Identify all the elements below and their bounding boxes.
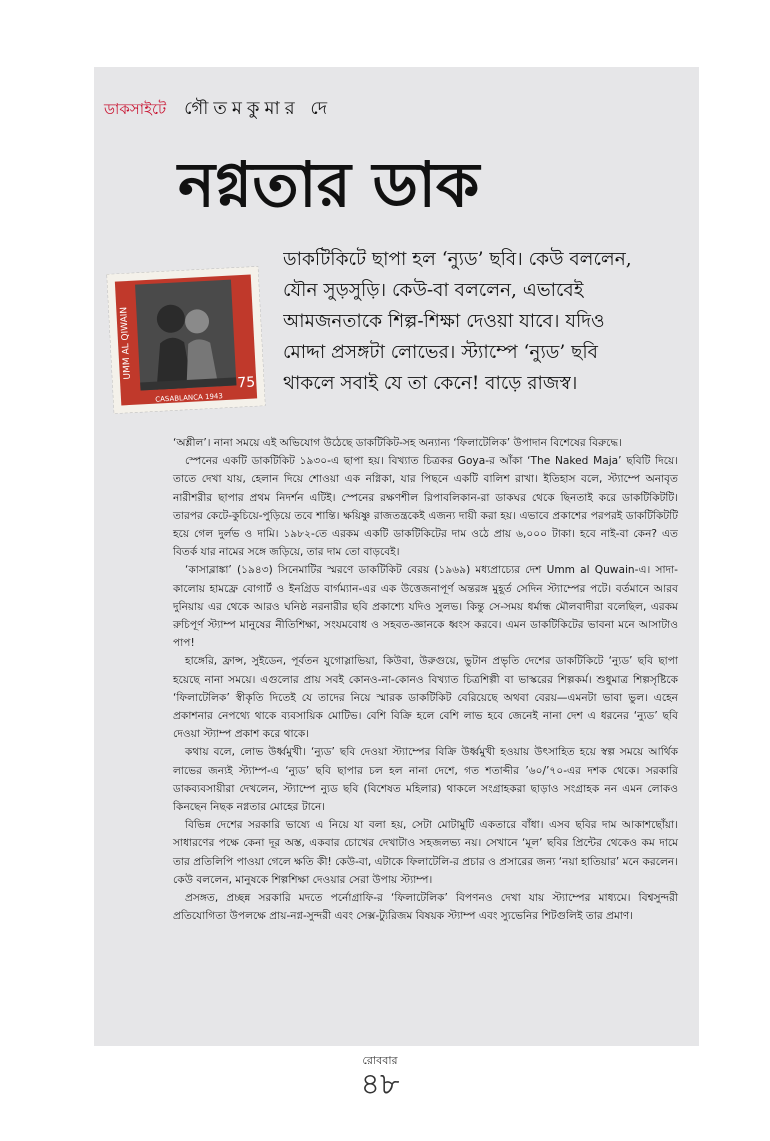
stamp-value: 75 (237, 374, 256, 392)
stamp-image (106, 266, 265, 414)
deck-text (283, 244, 683, 404)
publication-day: রোববার (362, 1054, 398, 1067)
paragraph: বিভিন্ন দেশের সরকারি ভাষ্যে এ নিয়ে যা বলা হয়, সেটা মোটামুটি একতারে বাঁধা। এসব ছবির দাম আকাশছোঁয়া। সাধারণের পক্ষে কেনা দূর অস্ত, একবার চোখের দেখাটাও সহজলভ্য নয়। সেখানে ‘মূল’ ছবির প্রিন্টের থেকেও কম দামে তার প্রতিলিপি পাওয়া গেলে ক্ষতি কী! কেউ-বা, এটাকে ফিলাটেলি-র প্রচার ও প্রসারের জন্য ‘নয়া হাতিয়ার’ মনে করলেন। কেউ বললেন, মানুষকে শিল্পশিক্ষা দেওয়ার সেরা উপায় স্ট্যাম্প। (173, 819, 678, 886)
paragraph: ‘কাসাব্লাঙ্কা’ (১৯৪৩) সিনেমাটির স্মরণে ডাকটিকিট বেরয় (১৯৬৯) মধ্যপ্রাচ্যের দেশ Umm al Quwain-এ। সাদা-কালোয় হামফ্রে বোগার্ট ও ইনগ্রিড বার্গম্যান-এর এক উত্তেজনাপূর্ণ অন্তরঙ্গ মুহূর্ত সেদিন স্ট্যাম্পের পটে। বর্তমানে আরব দুনিয়ায় এর থেকে আরও ঘনিষ্ঠ নরনারীর ছবি প্রকাশ্যে যদিও সুলভ। কিন্তু সে-সময় ধর্মান্ধ মৌলবাদীরা বলেছিল, এরকম রুচিপূর্ণ স্ট্যাম্প মানুষের নীতিশিক্ষা, সংযমবোধ ও সহবত-জ্ঞানকে ধ্বংস করবে। এমন ডাকটিকিটের ভাবনা মনে আসাটাও পাপ! (173, 564, 678, 650)
paragraph: ‘অশ্লীল’। নানা সময়ে এই অভিযোগ উঠেছে ডাকটিকিট-সহ অন্যান্য ‘ফিলাটেলিক’ উপাদান বিশেষের বিরুদ্ধে। (173, 437, 622, 449)
deck-line: মোদ্দা প্রসঙ্গটা লোভের। স্ট্যাম্পে ‘ন্যুড’ ছবি (283, 342, 598, 363)
headline: নগ্নতার ডাক (178, 148, 480, 221)
paragraph: স্পেনের একটি ডাকটিকিট ১৯৩০-এ ছাপা হয়। বিখ্যাত চিত্রকর Goya-র আঁকা ‘The Naked Maja’ ছবিটি দিয়ে। তাতে দেখা যায়, হেলান দিয়ে শোওয়া এক নগ্নিকা, যার পিছনে একটি বালিশ রাখা। ইতিহাস বলে, স্ট্যাম্পে অনাবৃত নারীশরীর ছাপার প্রথম নিদর্শন এটিই। স্পেনের রক্ষণশীল রিপাবলিকান-রা ডাকঘর থেকে ছিনতাই করে ডাকটিকিটটি। তারপর কেটে-কুচিয়ে-পুড়িয়ে তবে শান্তি। ক্ষয়িষ্ণু রাজতন্ত্রকেই এজন্য দায়ী করা হয়। এভাবে প্রকাশের পরপরই ডাকটিকিটটি হয়ে গেল দুর্লভ ও দামি। ১৯৮২-তে এরকম একটি ডাকটিকিটের দাম ওঠে প্রায় ৬,০০০ টাকা। হবে নাই-বা কেন? এত বিতর্ক যার নামের সঙ্গে জড়িয়ে, তার দাম তো বাড়বেই। (173, 455, 678, 559)
deck-line: যৌন সুড়সুড়ি। কেউ-বা বললেন, এভাবেই (283, 280, 584, 301)
deck-line: ডাকটিকিটে ছাপা হল ‘ন্যুড’ ছবি। কেউ বললেন, (283, 249, 632, 270)
deck-line: আমজনতাকে শিল্প-শিক্ষা দেওয়া যাবে। যদিও (283, 311, 605, 332)
page-number: ৪৮ (360, 1067, 400, 1102)
section-label: ডাকসাইটে (104, 100, 167, 118)
paragraph: প্রসঙ্গত, প্রচ্ছন্ন সরকারি মদতে পর্নোগ্রাফি-র ‘ফিলাটেলিক’ বিপণনও দেখা যায় স্ট্যাম্পের মাধ্যমে। বিশ্বসুন্দরী প্রতিযোগিতা উপলক্ষে প্রায়-নগ্ন-সুন্দরী এবং সেক্স-ট্যুরিজম বিষয়ক স্ট্যাম্প এবং স্যুভেনির শিটগুলিই তার প্রমাণ। (173, 892, 678, 923)
deck-line: থাকলে সবাই যে তা কেনে! বাড়ে রাজস্ব। (283, 373, 578, 394)
stamp-caption: CASABLANCA 1943 (155, 392, 224, 404)
paragraph: কথায় বলে, লোভ উর্ধ্বমুখী। ‘ন্যুড’ ছবি দেওয়া স্ট্যাম্পের বিক্রি উর্ধ্বমুখী হওয়ায় উৎসাহিত হয়ে স্বল্প সময়ে আর্থিক লাভের জন্যই স্ট্যাম্প-এ ‘ন্যুড’ ছবি ছাপার চল হল নানা দেশে, গত শতাব্দীর ’৬০/’৭০-এর দশক থেকে। সরকারি ডাকব্যবসায়ীরা দেখলেন, স্ট্যাম্পে ন্যুড ছবি (বিশেষত মহিলার) থাকলে সংগ্রাহকরা ছাড়াও সংগ্রাহক নন এমন লোকও কিনছেন নিছক নগ্নতার মোহের টানে। (173, 746, 678, 814)
paragraph: হাঙ্গেরি, ফ্রান্স, সুইডেন, পূর্বতন যুগোস্লাভিয়া, কিউবা, উরুগুয়ে, ভুটান প্রভৃতি দেশের ডাকটিকিটে ‘ন্যুড’ ছবি ছাপা হয়েছে নানা সময়ে। এগুলোর প্রায় সবই কোনও-না-কোনও বিখ্যাত চিত্রশিল্পী বা ভাস্করের শিল্পকর্ম। শুধুমাত্র শিল্পসৃষ্টিকে ‘ফিলাটেলিক’ স্বীকৃতি দিতেই যে তাদের নিয়ে স্মারক ডাকটিকিট বেরিয়েছে অথবা বেরয়—এমনটা ভাবা ভুল। এহেন প্রকাশনার নেপথ্যে থাকে ব্যবসায়িক মোটিভ। বেশি বিক্রি হলে বেশি লাভ হবে জেনেই নানা দেশ এ ধরনের ‘ন্যুড’ ছবি দেওয়া স্ট্যাম্প প্রকাশ করে থাকে। (173, 655, 678, 741)
stamp-country: UMM AL QIWAIN (119, 306, 133, 380)
author-name: গৌতমকুমার দে (184, 98, 333, 119)
article-body (173, 434, 678, 1034)
byline (104, 94, 664, 120)
